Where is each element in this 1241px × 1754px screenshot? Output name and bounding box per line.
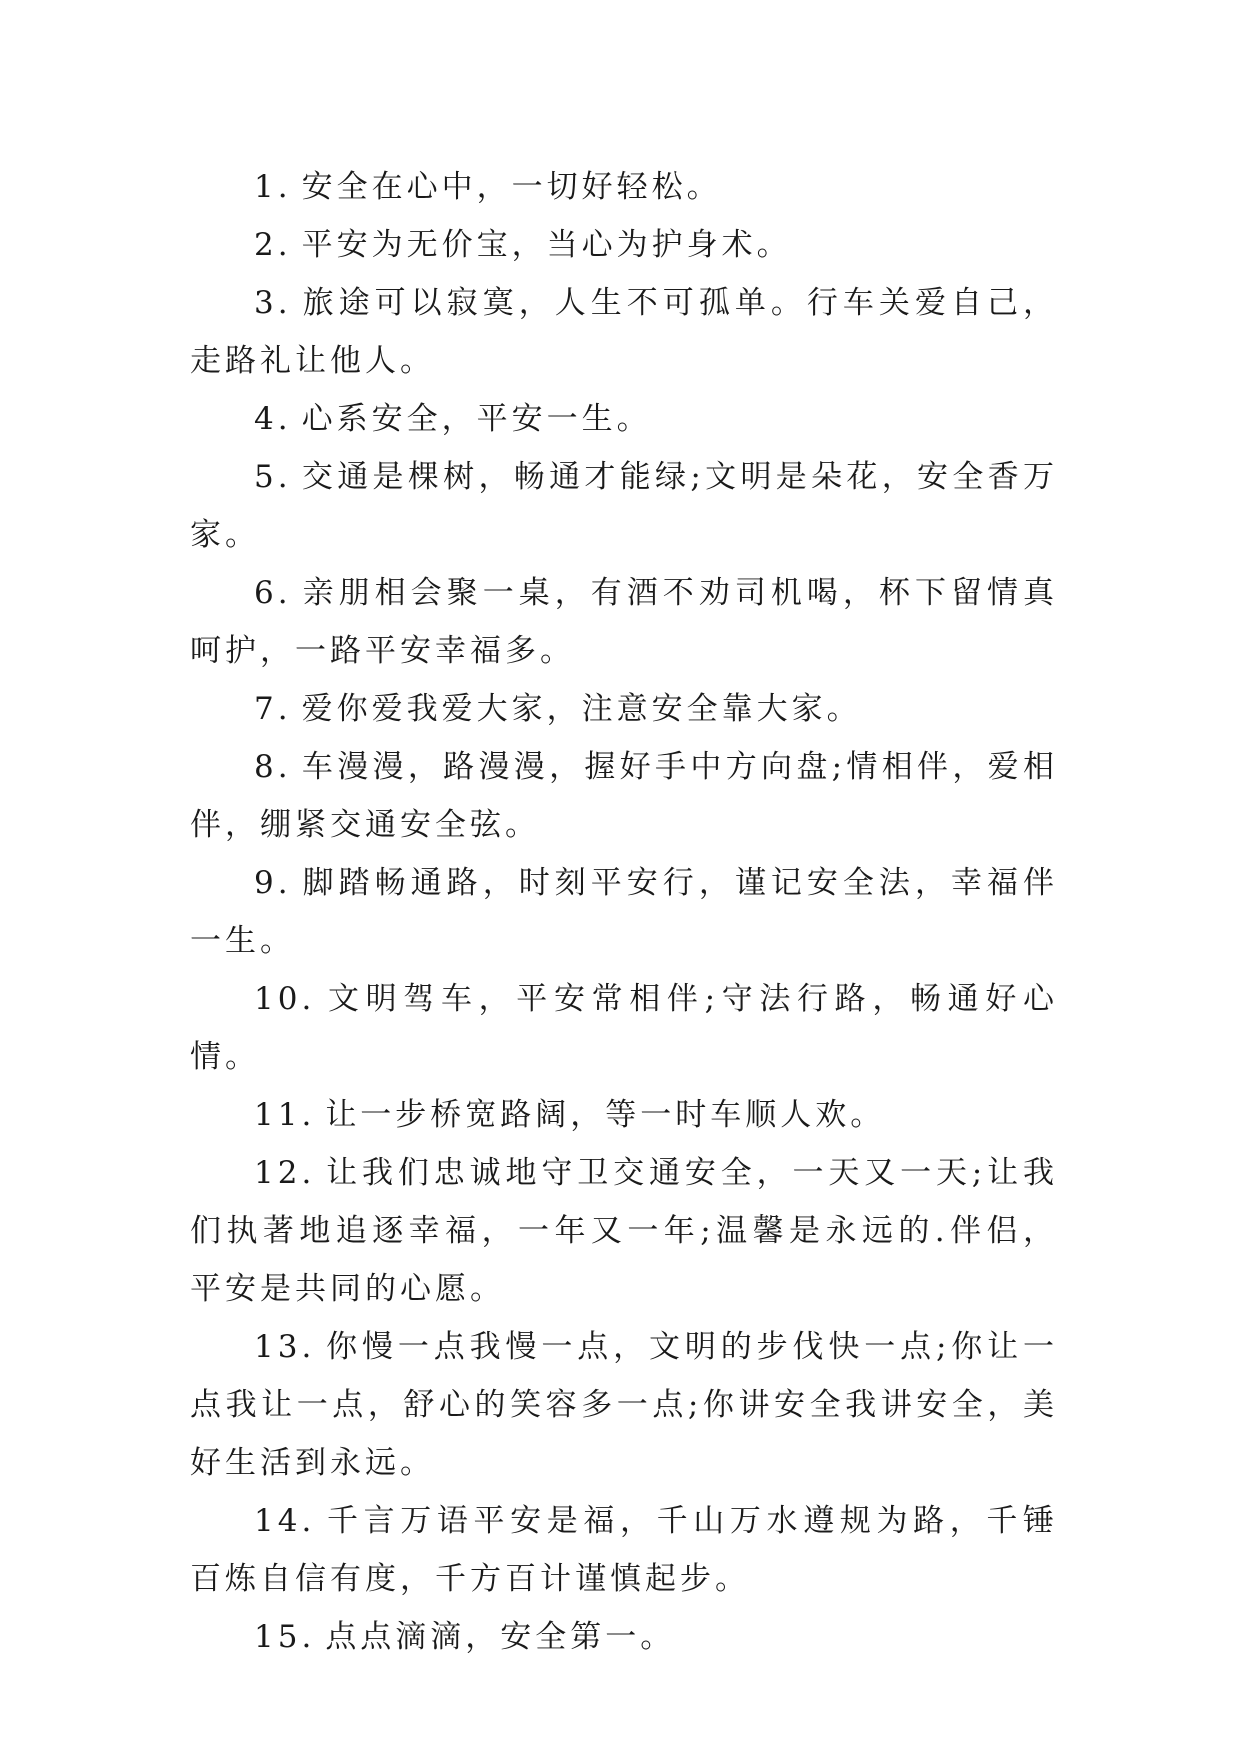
item-number: 1. bbox=[254, 169, 292, 205]
item-number: 2. bbox=[254, 227, 292, 263]
item-number: 7. bbox=[254, 691, 292, 727]
item-number: 10. bbox=[254, 981, 316, 1017]
slogan-list bbox=[190, 158, 1058, 1666]
list-item bbox=[190, 564, 1058, 680]
list-item bbox=[190, 1144, 1058, 1318]
item-number: 9. bbox=[254, 865, 292, 901]
list-item bbox=[190, 158, 1058, 216]
list-item bbox=[190, 274, 1058, 390]
list-item bbox=[190, 390, 1058, 448]
item-text: 脚踏畅通路，时刻平安行，谨记安全法，幸福伴一生。 bbox=[190, 865, 1058, 959]
item-text: 安全在心中，一切好轻松。 bbox=[301, 169, 722, 205]
list-item bbox=[190, 448, 1058, 564]
list-item bbox=[190, 970, 1058, 1086]
item-number: 3. bbox=[254, 285, 292, 321]
item-number: 5. bbox=[254, 459, 292, 495]
item-text: 旅途可以寂寞，人生不可孤单。行车关爱自己，走路礼让他人。 bbox=[190, 285, 1058, 379]
item-text: 心系安全，平安一生。 bbox=[301, 401, 652, 437]
item-text: 文明驾车，平安常相伴;守法行路，畅通好心情。 bbox=[190, 981, 1058, 1075]
list-item bbox=[190, 1086, 1058, 1144]
item-text: 交通是棵树，畅通才能绿;文明是朵花，安全香万家。 bbox=[190, 459, 1058, 553]
list-item bbox=[190, 1608, 1058, 1666]
item-number: 15. bbox=[254, 1619, 316, 1655]
item-text: 平安为无价宝，当心为护身术。 bbox=[301, 227, 792, 263]
item-number: 6. bbox=[254, 575, 292, 611]
item-text: 点点滴滴，安全第一。 bbox=[325, 1619, 676, 1655]
item-number: 14. bbox=[254, 1503, 316, 1539]
list-item bbox=[190, 738, 1058, 854]
item-number: 8. bbox=[254, 749, 292, 785]
item-text: 千言万语平安是福，千山万水遵规为路，千锤百炼自信有度，千方百计谨慎起步。 bbox=[190, 1503, 1058, 1597]
item-number: 12. bbox=[254, 1155, 316, 1191]
item-text: 让一步桥宽路阔，等一时车顺人欢。 bbox=[325, 1097, 886, 1133]
item-text: 爱你爱我爱大家，注意安全靠大家。 bbox=[301, 691, 862, 727]
list-item bbox=[190, 216, 1058, 274]
list-item bbox=[190, 1318, 1058, 1492]
item-text: 你慢一点我慢一点，文明的步伐快一点;你让一点我让一点，舒心的笑容多一点;你讲安全我讲安全，美好生活到永远。 bbox=[190, 1329, 1058, 1481]
list-item bbox=[190, 854, 1058, 970]
item-number: 13. bbox=[254, 1329, 316, 1365]
item-text: 让我们忠诚地守卫交通安全，一天又一天;让我们执著地追逐幸福，一年又一年;温馨是永远的.伴侣，平安是共同的心愿。 bbox=[190, 1155, 1058, 1307]
item-number: 11. bbox=[254, 1097, 316, 1133]
list-item bbox=[190, 680, 1058, 738]
item-number: 4. bbox=[254, 401, 292, 437]
item-text: 车漫漫，路漫漫，握好手中方向盘;情相伴，爱相伴，绷紧交通安全弦。 bbox=[190, 749, 1058, 843]
item-text: 亲朋相会聚一桌，有酒不劝司机喝，杯下留情真呵护，一路平安幸福多。 bbox=[190, 575, 1058, 669]
list-item bbox=[190, 1492, 1058, 1608]
